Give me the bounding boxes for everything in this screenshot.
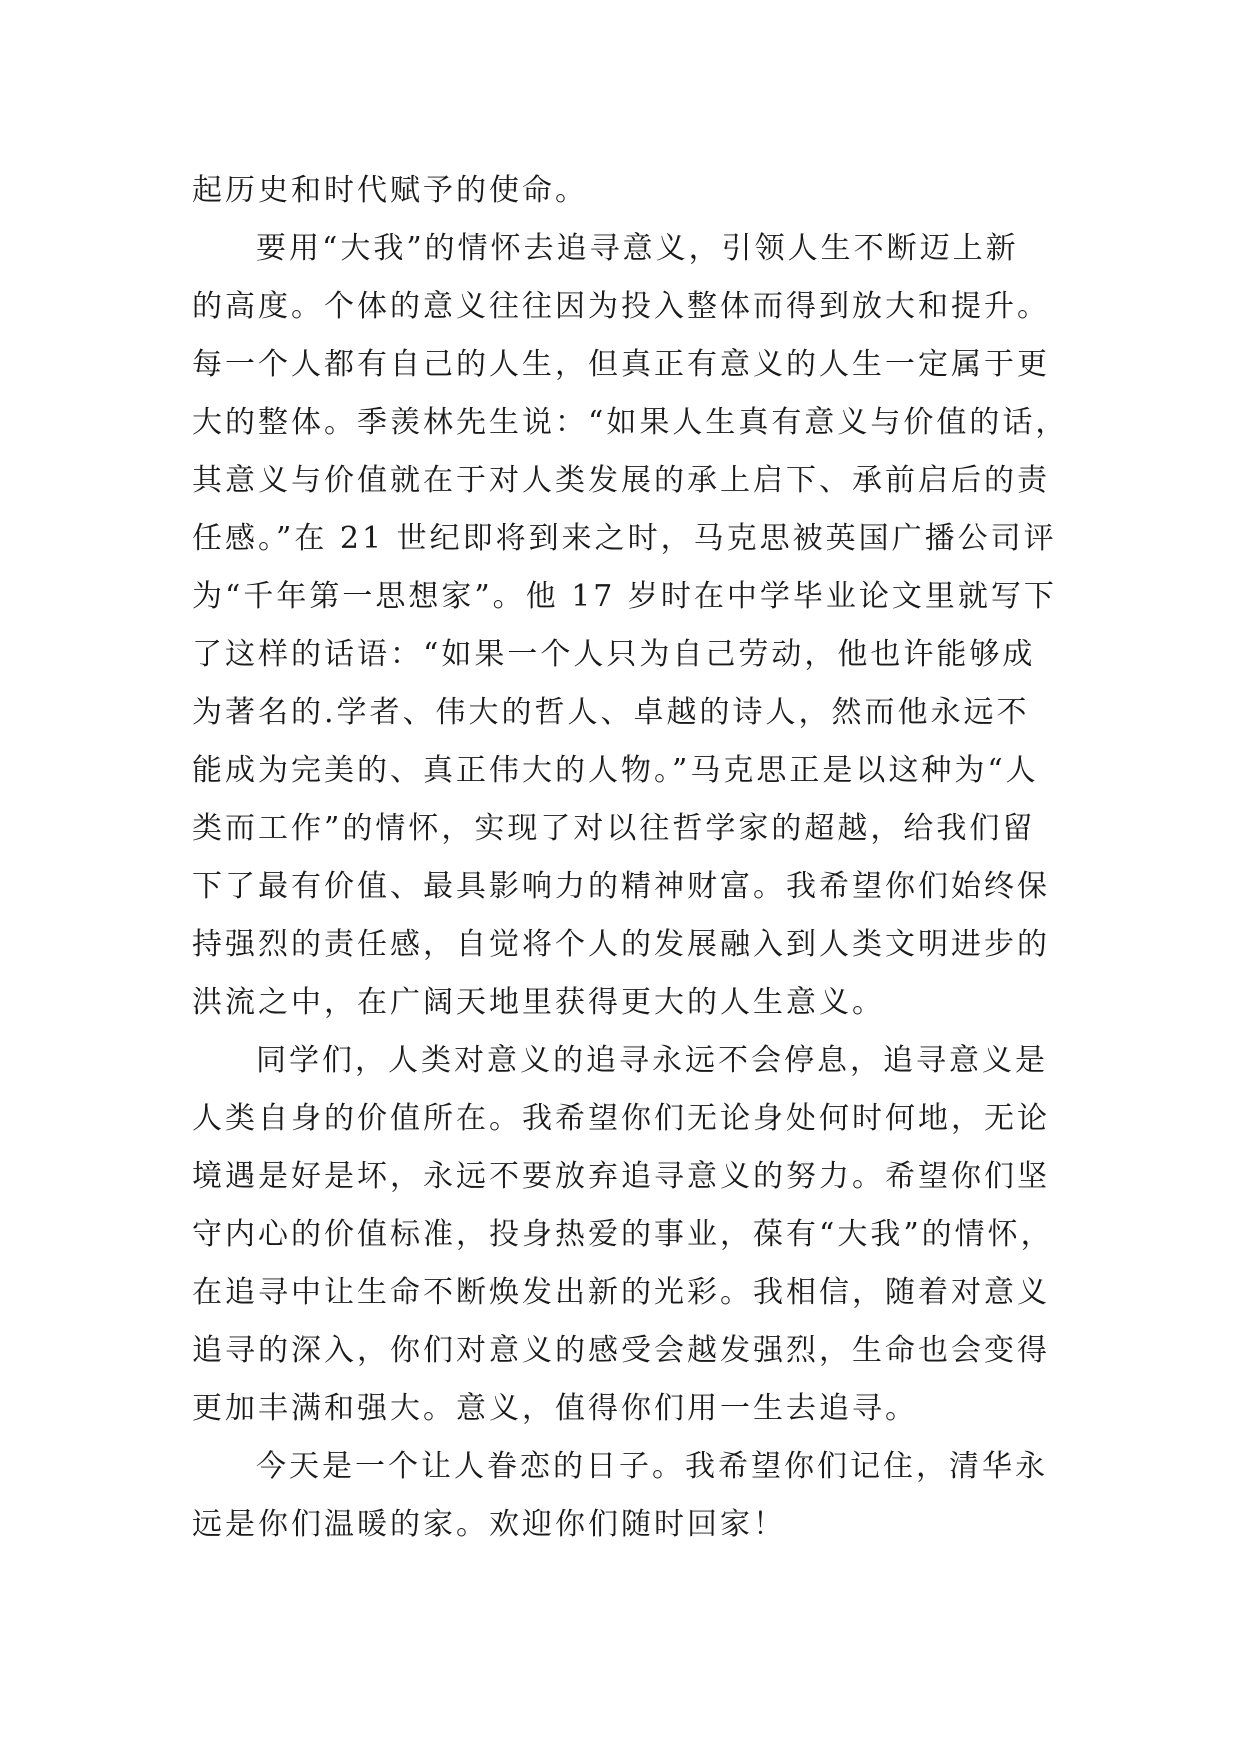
- text-line: 人类自身的价值所在。我希望你们无论身处何时何地，无论: [192, 1101, 1050, 1136]
- text-line: 大的整体。季羡林先生说：“如果人生真有意义与价值的话，: [192, 405, 1069, 440]
- text-line: 持强烈的责任感，自觉将个人的发展融入到人类文明进步的: [192, 927, 1050, 962]
- text-line: 追寻的深入，你们对意义的感受会越发强烈，生命也会变得: [192, 1333, 1050, 1368]
- paragraph-start-line: 今天是一个让人眷恋的日子。我希望你们记住，清华永: [256, 1449, 1048, 1484]
- text-line: 每一个人都有自己的人生，但真正有意义的人生一定属于更: [192, 347, 1050, 382]
- body-text: [192, 162, 1072, 1554]
- text-line: 能成为完美的、真正伟大的人物。”马克思正是以这种为“人: [192, 753, 1039, 788]
- paragraph-start-line: 同学们，人类对意义的追寻永远不会停息，追寻意义是: [256, 1043, 1048, 1078]
- text-line: 任感。”在 21 世纪即将到来之时，马克思被英国广播公司评: [192, 521, 1057, 556]
- text-line: 下了最有价值、最具影响力的精神财富。我希望你们始终保: [192, 869, 1050, 904]
- text-line: 为“千年第一思想家”。他 17 岁时在中学毕业论文里就写下: [192, 579, 1057, 614]
- text-line: 更加丰满和强大。意义，值得你们用一生去追寻。: [192, 1391, 918, 1426]
- text-line: 守内心的价值标准，投身热爱的事业，葆有“大我”的情怀，: [192, 1217, 1054, 1252]
- text-line: 类而工作”的情怀，实现了对以往哲学家的超越，给我们留: [192, 811, 1036, 846]
- text-line: 其意义与价值就在于对人类发展的承上启下、承前启后的责: [192, 463, 1050, 498]
- text-line: 洪流之中，在广阔天地里获得更大的人生意义。: [192, 985, 885, 1020]
- text-line: 了这样的话语：“如果一个人只为自己劳动，他也许能够成: [192, 637, 1036, 672]
- text-line: 起历史和时代赋予的使命。: [192, 173, 588, 208]
- text-line: 为著名的.学者、伟大的哲人、卓越的诗人，然而他永远不: [192, 695, 1030, 730]
- paragraph-start-line: 要用“大我”的情怀去追寻意义，引领人生不断迈上新: [256, 231, 1019, 266]
- text-line: 在追寻中让生命不断焕发出新的光彩。我相信，随着对意义: [192, 1275, 1050, 1310]
- text-line: 境遇是好是坏，永远不要放弃追寻意义的努力。希望你们坚: [192, 1159, 1050, 1194]
- text-line: 的高度。个体的意义往往因为投入整体而得到放大和提升。: [192, 289, 1050, 324]
- text-line: 远是你们温暖的家。欢迎你们随时回家！: [192, 1507, 786, 1542]
